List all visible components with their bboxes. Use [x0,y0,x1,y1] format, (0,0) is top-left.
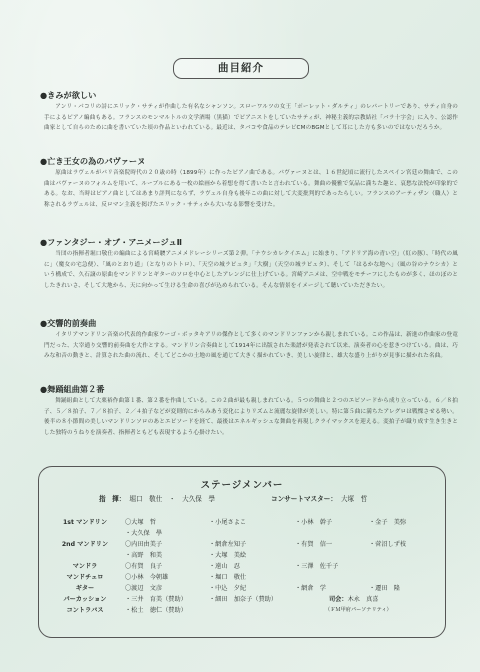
member: ・中込 夕紀 [209,585,247,592]
concertmaster-label: コンサートマスター： [271,495,337,503]
part-name: コントラバス [66,607,104,614]
member: ・小尾さよこ [209,519,247,526]
member: ・菅沼しず枝 [369,541,407,548]
part-name: マンドチェロ [66,574,104,581]
part-row-1st-mandolin-cont [39,528,445,539]
part-row-2nd-mandolin [39,539,445,550]
stage-members-box [38,466,446,638]
member: ・網倉 学 [295,585,326,592]
conductor-label: 指 揮： [99,495,126,503]
conductor-names: 堀口 敬仕 ・ 大久保 學 [129,495,216,503]
member: 〇内田由美子 [125,541,163,548]
mc-label: 司会： [329,596,348,603]
part-row-2nd-mandolin-cont [39,550,445,561]
section-heading: ●舞踊組曲第２番 [40,384,105,394]
member: ・有賀 信一 [295,541,333,548]
section-body: 当団の指揮者堀口敬仕の編曲による宮崎駿アニメメドレーシリーズ第２弾。「ナウシカレクイエム」に始まり、「アドリア海の青い空」（紅の豚）、「時代の風に」（魔女の宅急便）、「風のとおり道」（となりのトトロ）、「天空の城ラピュタ」「大樹」（天空の城ラピュタ）、そして「はるかな地へ」（風の谷のナウシカ）という構成で、久石譲の原曲をマンドリンとギターのソロを中心としたアレンジに仕上げている。宮崎アニメは、空中戦をモチーフにしたものが多く、ほのぼのとしたきれいさ、そして大地から、天に向かって生ける生命の喜びが込められている。そんな情景をイメージして聴いていただきたい。 [44,251,458,289]
member: 〇有賀 良子 [125,563,163,570]
member: ・三井 育美（賛助） [125,596,187,603]
member: ・網倉左知子 [209,541,247,548]
member: ・高野 和美 [125,552,163,559]
member: ・松土 徳仁（賛助） [125,607,187,614]
part-name: 2nd マンドリン [61,541,109,548]
member: ・大塚 美絵 [209,552,247,559]
part-row-percussion [39,594,445,605]
part-row-1st-mandolin [39,517,445,528]
section-symphonic-prelude [40,318,458,362]
part-row-mandocello [39,572,445,583]
section-body: イタリアマンドリン音楽の代表的作曲家ウーゴ・ボッタキアリの傑作として多くのマンドリンファンから親しまれている。この作品は、新進の作曲家の登竜門だった、大宰通り交響的前奏曲を大作とする。マンドリン合奏曲として1914年に出版された楽譜が発表されて以来、演奏者の心を惹きつけている。曲は、巧みな和音の動きと、計算された曲の流れ、そしてどこかの土地の風を通じて大きく描かれていき、美しい旋律と、雄大な盛り上がりが見事に描かれた名曲。 [44,332,458,360]
member: ・小林 幹子 [295,519,333,526]
mc-line [329,594,379,603]
member: ・堀口 敬仕 [209,574,247,581]
conductor-line [99,493,215,503]
part-name: マンドラ [72,563,98,570]
section-heading: ●きみが欲しい [40,90,97,100]
section-pavane [40,156,458,210]
section-body: 原曲はラヴェルがパリ音楽院時代の２０歳の時（1899年）に作ったピアノ曲である。パヴァーヌとは、１６世紀頃に流行したスペイン宮廷の舞曲で、この曲はパヴァーヌのフォルムを用いて、ルーブルにある一枚の絵画から着想を得て書いたと言われている。舞曲の優雅で気品に満ちた趣と、哀愁な法悦が印象的である。なお、当時はピアノ曲としてはあまり評判にならず、ラヴェル自身も後年この曲に対して大変批判的であったらしい。フランスのアーティザン（職人）と称されるラヴェルは、反ロマン主義を掲げたエリック・サティから大いなる影響を受けた。 [44,170,458,208]
member: ・金子 美弥 [369,519,407,526]
member: ・遷田 隆 [369,585,400,592]
page-title: 曲目紹介 [173,58,309,79]
part-name: パーカッション [63,596,107,603]
member: ・三澤 佐千子 [295,563,339,570]
mc-note: （ＦＭ甲府パーソナリティ） [325,607,392,613]
member: ・遠山 忍 [209,563,240,570]
part-row-guitar [39,583,445,594]
section-body: 舞踊組曲として大栗裕作曲第１番、第２番を作曲している。この２曲が最も親しまれている。５つの舞曲と２つのエピソードから成り立っている。６／８拍子、５／８拍子、７／８拍子、２／４拍子などが変則的にからみあう変化によりリズムと流麗な旋律が美しい。特に第５曲に満ちたアレグロは戦慄させる勢い。後半の８小節間の美しいマンドリンソロのあとエピソードを経て、最後はエネルギッシュな舞曲を再現しクライマックスを迎える。変拍子が織り成す生き生きとした独特のうねりを演奏者、指揮者ともども表現するよう心掛けたい。 [44,398,458,436]
member: 〇小林 今朝雄 [125,574,169,581]
section-heading: ●亡き王女の為のパヴァーヌ [40,156,146,166]
section-kimiga-hoshii [40,90,458,134]
stage-title: ステージメンバー [200,480,284,491]
section-heading: ●交響的前奏曲 [40,318,97,328]
section-dance-suite [40,384,458,438]
member: ・細田 加奈子（賛助） [209,596,278,603]
member: ・大久保 學 [125,530,163,537]
concertmaster-name: 大塚 哲 [340,495,368,503]
section-fantasy-animage [40,237,458,291]
section-body: アンリ・パコリの詩にエリック・サティが作曲した有名なシャンソン。スローワルツの女王「ポーレット・ダルティ」のレパートリーであり、サティ自身の手によるピアノ編曲もある。フランスのモンマルトルの文学酒場（黒猫）でピアニストをしていたサティが、神秘主義的宗教結社「バラ十字会」に入り、公認作曲家として自らのために曲を書いていた頃の作品といわれている。最近は、タバコや食品のテレビCMのBGMとして耳にした方も多いのではないだろうか。 [44,104,458,132]
mc-name: 木永 真喜 [347,596,379,603]
part-name: ギター [75,585,95,592]
concertmaster-line [271,493,367,503]
section-heading: ●ファンタジー・オブ・アニメージュⅡ [40,237,183,247]
part-row-mandola [39,561,445,572]
member: 〇大塚 哲 [125,519,156,526]
part-name: 1st マンドリン [62,519,108,526]
member: 〇渡辺 文彦 [125,585,163,592]
